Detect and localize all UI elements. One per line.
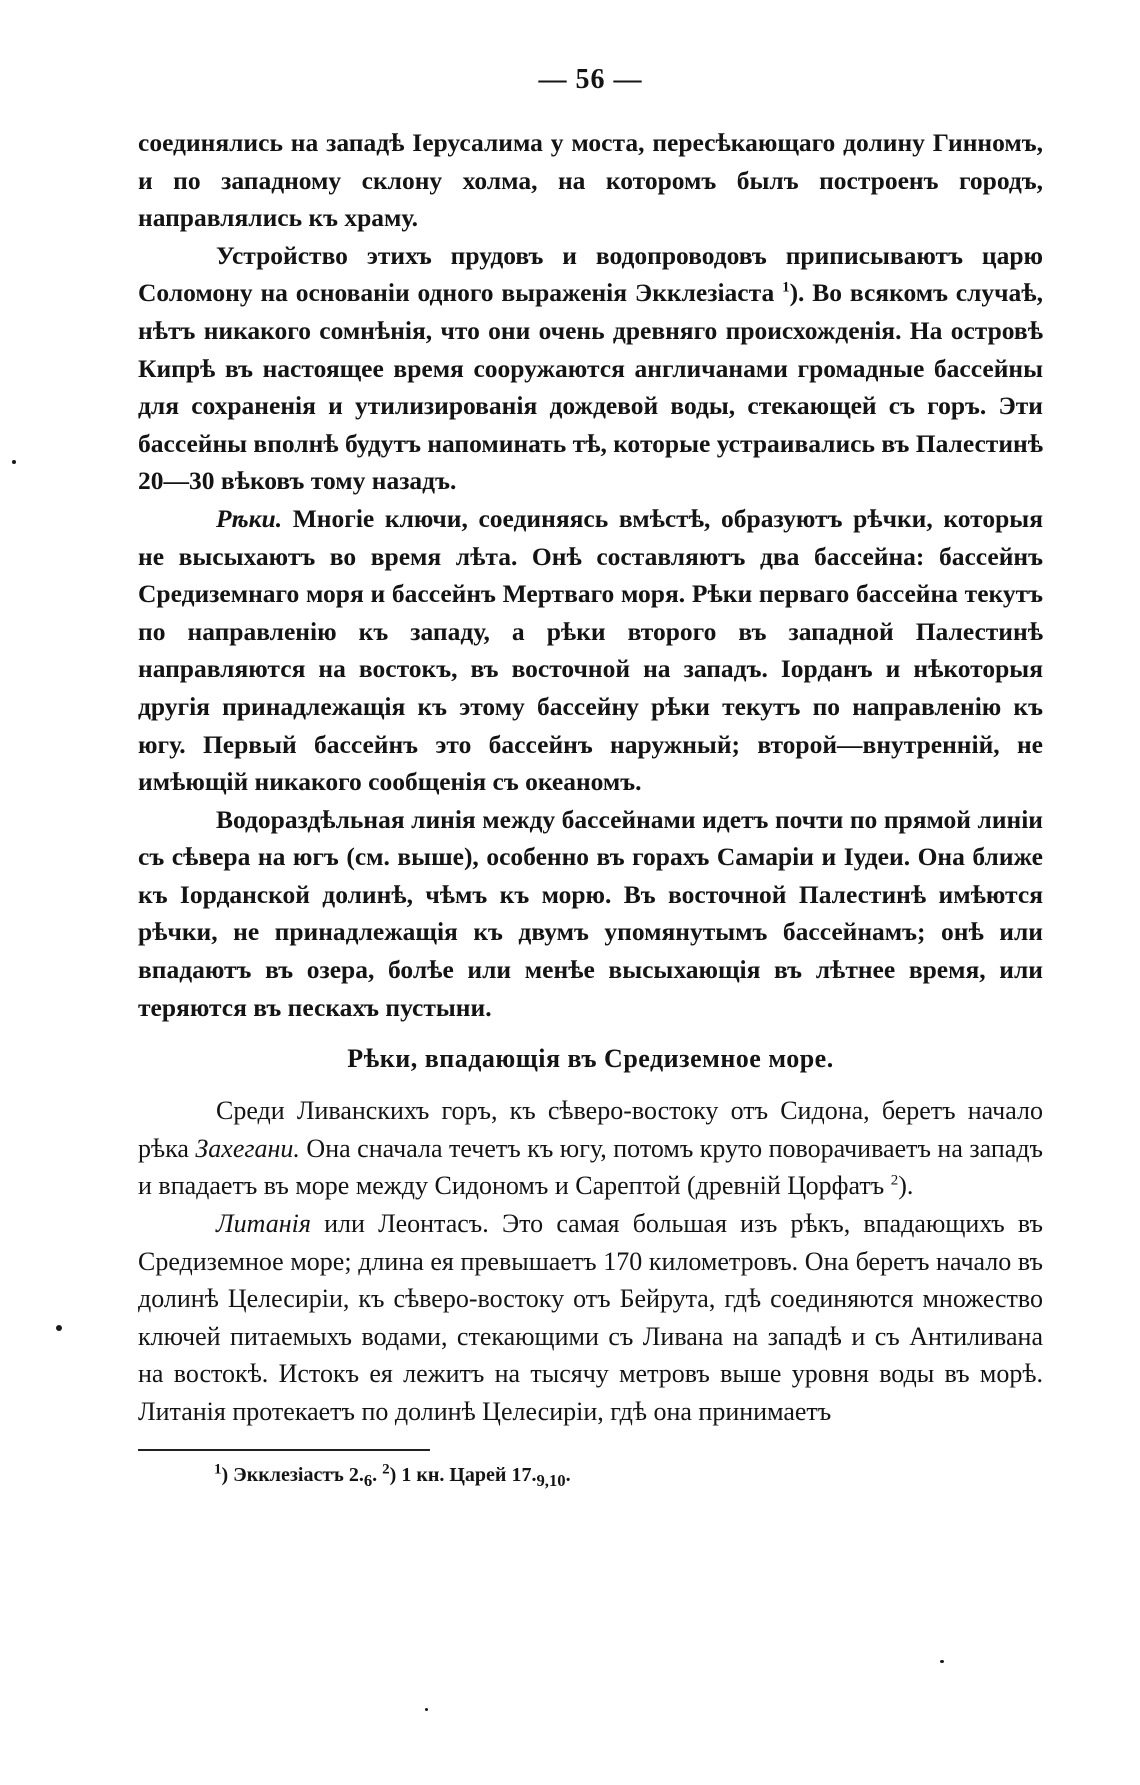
footnote-mark-2: 2	[382, 1460, 390, 1477]
paragraph-watershed	[138, 801, 1043, 1027]
paragraph-text: Многіе ключи, соединяясь вмѣстѣ, образуютъ рѣчки, которыя не высыхаютъ во время лѣта. Онѣ составляютъ два бассейна: бассейнъ Средиземнаго моря и бассейнъ Мертваго моря. Рѣки перваго бассейна текутъ по направленію къ западу, а рѣки второго въ западной Палестинѣ направляются на востокъ, въ восточной на западъ. Іорданъ и нѣкоторыя другія принадлежащія къ этому бассейну рѣки текутъ по направленію къ югу. Первый бассейнъ это бассейнъ наружный; второй—внутренній, не имѣющій никакого сообщенія съ океаномъ.	[138, 503, 1043, 797]
paragraph-text: Она сначала течетъ къ югу, потомъ круто поворачиваетъ на западъ и впадаетъ въ море между Сидономъ и Сарептой (древній Цорфатъ	[138, 1133, 1043, 1201]
paragraph-litania	[138, 1205, 1043, 1431]
river-name-zahegani: Захегани.	[195, 1133, 300, 1163]
main-text	[138, 124, 1043, 1431]
footnote-2-text: ) 1 кн. Царей 17.	[389, 1463, 537, 1486]
paragraph-text: ). Во всякомъ случаѣ, нѣтъ никакого сомнѣнія, что они очень древняго происхожденія. На островѣ Кипрѣ въ настоящее время сооружаются англичанами громадные бассейны для сохраненія и утилизированія дождевой воды, стекающей съ горъ. Эти бассейны вполнѣ будутъ напоминать тѣ, которые устраивались въ Палестинѣ 20—30 вѣковъ тому назадъ.	[138, 278, 1044, 496]
rivers-lead: Рѣки.	[216, 503, 283, 533]
section-heading: Рѣки, впадающія въ Средиземное море.	[347, 1044, 834, 1074]
paragraph-text: Устройство этихъ прудовъ и водопроводовъ приписываютъ царю Соломону на основаніи одного выраженія Экклезіаста	[138, 240, 1043, 308]
footnote-ref-2: 2	[890, 1172, 899, 1189]
footnote-divider	[138, 1449, 430, 1451]
book-page	[138, 58, 1043, 1495]
footnotes	[138, 1461, 1043, 1495]
footnote-mark-1: 1	[214, 1460, 222, 1477]
footnote-ref-1: 1	[782, 279, 790, 296]
paragraph-text: Водораздѣльная линія между бассейнами идетъ почти по прямой линіи съ сѣвера на югъ (см. выше), особенно въ горахъ Самаріи и Іудеи. Она ближе къ Іорданской долинѣ, чѣмъ къ морю. Въ восточной Палестинѣ имѣются рѣчки, не принадлежащія къ двумъ упомянутымъ бассейнамъ; онѣ или впадаютъ въ озера, болѣе или менѣе высыхающія въ лѣтнее время, или теряются въ пескахъ пустыни.	[138, 804, 1043, 1022]
footnote-2-verse: 9,10	[536, 1470, 566, 1490]
paragraph-rivers	[138, 500, 1043, 801]
scan-speck	[56, 1325, 62, 1331]
footnote-end: .	[565, 1463, 571, 1486]
scan-speck	[12, 460, 16, 464]
paragraph-text: Среди Ливанскихъ горъ, къ сѣверо-востоку отъ Сидона, беретъ начало рѣка	[138, 1096, 1043, 1163]
scan-speck	[425, 1708, 428, 1711]
section-mediterranean-rivers	[138, 1092, 1043, 1430]
paragraph-text: или Леонтасъ. Это самая большая изъ рѣкъ, впадающихъ въ Средиземное море; длина ея превышаетъ 170 километровъ. Она беретъ начало въ долинѣ Целесиріи, къ сѣверо-востоку отъ Бейрута, гдѣ соединяются множество ключей питаемыхъ водами, стекающими съ Ливана на западѣ и съ Антиливана на востокѣ. Истокъ ея лежитъ на тысячу метровъ выше уровня воды въ морѣ. Литанія протекаетъ по долинѣ Целесиріи, гдѣ она принимаетъ	[138, 1209, 1043, 1426]
river-name-litania: Литанія	[216, 1209, 311, 1239]
footnote-separator: .	[372, 1463, 383, 1486]
paragraph-reservoirs	[138, 237, 1043, 500]
paragraph-text: соединялись на западѣ Іерусалима у моста, пересѣкающаго долину Гинномъ, и по западному склону холма, на которомъ былъ построенъ городъ, направлялись къ храму.	[138, 128, 1043, 233]
page-number: — 56 —	[538, 64, 643, 95]
footnote-1-verse: 6	[363, 1470, 373, 1490]
paragraph-text: ).	[898, 1171, 914, 1201]
footnote-1-text: ) Экклезіастъ 2.	[221, 1463, 364, 1486]
paragraph-continuation	[138, 124, 1043, 237]
paragraph-zahegani	[138, 1092, 1043, 1205]
scan-speck	[940, 1660, 944, 1663]
